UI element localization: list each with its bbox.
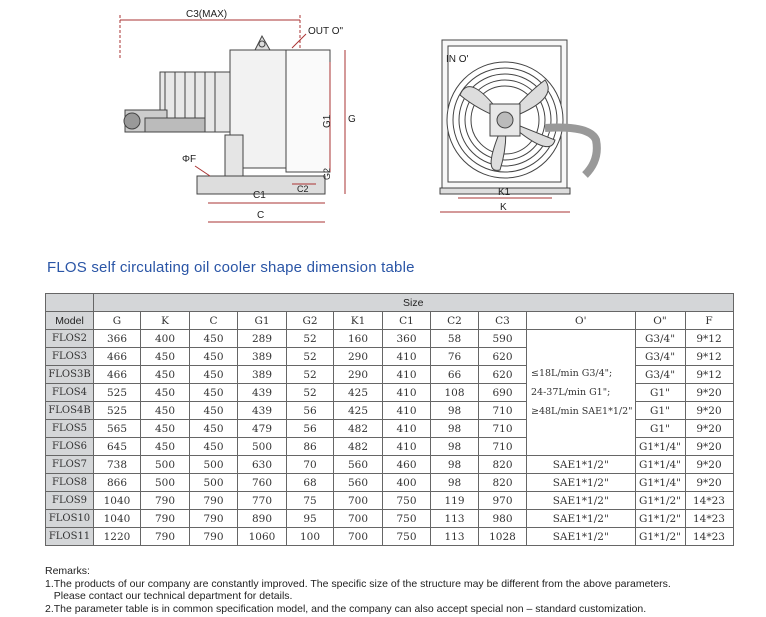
- value-cell: 770: [238, 492, 287, 510]
- value-cell: 98: [431, 474, 479, 492]
- o-double-cell: G3/4": [635, 366, 685, 384]
- value-cell: 410: [383, 348, 431, 366]
- table-row: [46, 528, 734, 546]
- o-double-cell: G1": [635, 402, 685, 420]
- value-cell: 450: [141, 402, 190, 420]
- o-prime-cell: SAE1*1/2": [527, 492, 636, 510]
- value-cell: 710: [479, 420, 527, 438]
- f-cell: 9*20: [685, 456, 733, 474]
- value-cell: 160: [334, 330, 383, 348]
- value-cell: 410: [383, 384, 431, 402]
- value-cell: 760: [238, 474, 287, 492]
- model-cell: FLOS10: [46, 510, 94, 528]
- table-row: [46, 330, 734, 348]
- model-cell: FLOS4B: [46, 402, 94, 420]
- value-cell: 1220: [94, 528, 141, 546]
- column-header: G2: [287, 312, 334, 330]
- size-header-row: [46, 294, 734, 312]
- value-cell: 290: [334, 366, 383, 384]
- value-cell: 450: [190, 438, 238, 456]
- value-cell: 52: [287, 384, 334, 402]
- value-cell: 98: [431, 402, 479, 420]
- value-cell: 389: [238, 366, 287, 384]
- o-prime-line: ≥48L/min SAE1*1/2": [531, 406, 633, 417]
- value-cell: 76: [431, 348, 479, 366]
- value-cell: 790: [141, 528, 190, 546]
- value-cell: 450: [190, 330, 238, 348]
- table-body: [46, 330, 734, 546]
- table-row: [46, 492, 734, 510]
- o-prime-line: ≤18L/min G3/4";: [531, 368, 613, 379]
- value-cell: 450: [190, 384, 238, 402]
- o-prime-line: 24-37L/min G1";: [531, 387, 611, 398]
- value-cell: 750: [383, 510, 431, 528]
- side-view-drawing: [120, 9, 356, 222]
- value-cell: 68: [287, 474, 334, 492]
- model-header: Model: [46, 312, 94, 330]
- value-cell: 108: [431, 384, 479, 402]
- value-cell: 525: [94, 384, 141, 402]
- value-cell: 700: [334, 510, 383, 528]
- f-cell: 14*23: [685, 510, 733, 528]
- column-header: F: [685, 312, 733, 330]
- value-cell: 710: [479, 402, 527, 420]
- column-header: C2: [431, 312, 479, 330]
- value-cell: 410: [383, 420, 431, 438]
- header-corner: [46, 294, 94, 312]
- value-cell: 425: [334, 402, 383, 420]
- o-prime-cell: SAE1*1/2": [527, 456, 636, 474]
- remarks-heading: Remarks:: [45, 565, 90, 577]
- column-header: K1: [334, 312, 383, 330]
- value-cell: 98: [431, 438, 479, 456]
- value-cell: 970: [479, 492, 527, 510]
- column-header: C3: [479, 312, 527, 330]
- value-cell: 466: [94, 348, 141, 366]
- label-c2: C2: [297, 184, 309, 194]
- value-cell: 590: [479, 330, 527, 348]
- value-cell: 710: [479, 438, 527, 456]
- value-cell: 119: [431, 492, 479, 510]
- table-row: [46, 510, 734, 528]
- value-cell: 450: [190, 420, 238, 438]
- value-cell: 289: [238, 330, 287, 348]
- value-cell: 460: [383, 456, 431, 474]
- remarks: [45, 565, 671, 615]
- model-cell: FLOS3: [46, 348, 94, 366]
- value-cell: 790: [190, 510, 238, 528]
- value-cell: 790: [190, 528, 238, 546]
- remark-1: 1.The products of our company are constantly improved. The specific size of the structure may be different from the above parameters.: [45, 577, 671, 590]
- technical-drawings: [0, 0, 766, 240]
- table-row: [46, 474, 734, 492]
- value-cell: 500: [190, 474, 238, 492]
- value-cell: 450: [190, 348, 238, 366]
- value-cell: 500: [190, 456, 238, 474]
- o-prime-merged-cell: [527, 330, 636, 456]
- value-cell: 500: [141, 456, 190, 474]
- value-cell: 620: [479, 366, 527, 384]
- f-cell: 9*12: [685, 330, 733, 348]
- value-cell: 500: [141, 474, 190, 492]
- o-prime-cell: SAE1*1/2": [527, 528, 636, 546]
- column-header: O": [635, 312, 685, 330]
- value-cell: 1028: [479, 528, 527, 546]
- value-cell: 98: [431, 456, 479, 474]
- value-cell: 645: [94, 438, 141, 456]
- value-cell: 52: [287, 330, 334, 348]
- value-cell: 410: [383, 366, 431, 384]
- value-cell: 113: [431, 510, 479, 528]
- model-cell: FLOS8: [46, 474, 94, 492]
- o-double-cell: G1*1/2": [635, 528, 685, 546]
- model-cell: FLOS9: [46, 492, 94, 510]
- value-cell: 980: [479, 510, 527, 528]
- value-cell: 1060: [238, 528, 287, 546]
- label-k: K: [500, 202, 507, 213]
- f-cell: 9*12: [685, 348, 733, 366]
- o-double-cell: G1*1/4": [635, 438, 685, 456]
- size-header: Size: [94, 294, 734, 312]
- value-cell: 890: [238, 510, 287, 528]
- column-header-row: [46, 312, 734, 330]
- f-cell: 14*23: [685, 492, 733, 510]
- value-cell: 790: [141, 492, 190, 510]
- o-prime-cell: SAE1*1/2": [527, 474, 636, 492]
- f-cell: 9*20: [685, 384, 733, 402]
- front-view-drawing: [440, 40, 597, 213]
- value-cell: 565: [94, 420, 141, 438]
- value-cell: 410: [383, 402, 431, 420]
- value-cell: 479: [238, 420, 287, 438]
- model-cell: FLOS7: [46, 456, 94, 474]
- column-header: C1: [383, 312, 431, 330]
- column-header: G1: [238, 312, 287, 330]
- remark-2: 2.The parameter table is in common specification model, and the company can also accept special non – standard customization.: [45, 602, 647, 615]
- value-cell: 290: [334, 348, 383, 366]
- value-cell: 466: [94, 366, 141, 384]
- model-cell: FLOS3B: [46, 366, 94, 384]
- value-cell: 750: [383, 528, 431, 546]
- value-cell: 56: [287, 402, 334, 420]
- o-double-cell: G1": [635, 420, 685, 438]
- model-cell: FLOS11: [46, 528, 94, 546]
- column-header: C: [190, 312, 238, 330]
- model-cell: FLOS5: [46, 420, 94, 438]
- value-cell: 750: [383, 492, 431, 510]
- value-cell: 560: [334, 474, 383, 492]
- value-cell: 58: [431, 330, 479, 348]
- value-cell: 790: [190, 492, 238, 510]
- dimension-table: [45, 293, 734, 546]
- value-cell: 66: [431, 366, 479, 384]
- value-cell: 439: [238, 402, 287, 420]
- value-cell: 630: [238, 456, 287, 474]
- label-c: C: [257, 210, 265, 221]
- label-c3max: C3(MAX): [186, 9, 228, 20]
- remark-1-continued: Please contact our technical department for details.: [45, 590, 293, 602]
- f-cell: 9*20: [685, 402, 733, 420]
- value-cell: 450: [141, 420, 190, 438]
- table-title: FLOS self circulating oil cooler shape dimension table: [47, 259, 415, 276]
- o-double-cell: G3/4": [635, 330, 685, 348]
- table-row: [46, 456, 734, 474]
- value-cell: 820: [479, 456, 527, 474]
- label-in: IN O': [446, 54, 469, 65]
- o-double-cell: G3/4": [635, 348, 685, 366]
- value-cell: 690: [479, 384, 527, 402]
- value-cell: 482: [334, 438, 383, 456]
- label-c1: C1: [253, 190, 266, 201]
- label-g: G: [348, 114, 356, 125]
- value-cell: 450: [141, 384, 190, 402]
- o-double-cell: G1*1/2": [635, 510, 685, 528]
- o-double-cell: G1": [635, 384, 685, 402]
- model-cell: FLOS6: [46, 438, 94, 456]
- value-cell: 738: [94, 456, 141, 474]
- value-cell: 70: [287, 456, 334, 474]
- value-cell: 439: [238, 384, 287, 402]
- value-cell: 86: [287, 438, 334, 456]
- value-cell: 525: [94, 402, 141, 420]
- value-cell: 620: [479, 348, 527, 366]
- label-k1: K1: [498, 187, 511, 198]
- column-header: K: [141, 312, 190, 330]
- f-cell: 9*12: [685, 366, 733, 384]
- value-cell: 500: [238, 438, 287, 456]
- value-cell: 360: [383, 330, 431, 348]
- column-header: G: [94, 312, 141, 330]
- f-cell: 9*20: [685, 438, 733, 456]
- value-cell: 482: [334, 420, 383, 438]
- value-cell: 425: [334, 384, 383, 402]
- o-prime-cell: SAE1*1/2": [527, 510, 636, 528]
- value-cell: 98: [431, 420, 479, 438]
- o-double-cell: G1*1/4": [635, 456, 685, 474]
- value-cell: 450: [190, 366, 238, 384]
- o-double-cell: G1*1/4": [635, 474, 685, 492]
- value-cell: 75: [287, 492, 334, 510]
- model-cell: FLOS2: [46, 330, 94, 348]
- value-cell: 95: [287, 510, 334, 528]
- value-cell: 52: [287, 366, 334, 384]
- value-cell: 450: [141, 348, 190, 366]
- value-cell: 113: [431, 528, 479, 546]
- value-cell: 400: [141, 330, 190, 348]
- value-cell: 450: [190, 402, 238, 420]
- f-cell: 14*23: [685, 528, 733, 546]
- value-cell: 700: [334, 528, 383, 546]
- value-cell: 450: [141, 438, 190, 456]
- value-cell: 1040: [94, 510, 141, 528]
- model-cell: FLOS4: [46, 384, 94, 402]
- value-cell: 790: [141, 510, 190, 528]
- value-cell: 1040: [94, 492, 141, 510]
- value-cell: 410: [383, 438, 431, 456]
- label-g2: G2: [322, 167, 332, 180]
- value-cell: 866: [94, 474, 141, 492]
- value-cell: 560: [334, 456, 383, 474]
- f-cell: 9*20: [685, 474, 733, 492]
- label-g1: G1: [322, 114, 333, 128]
- value-cell: 366: [94, 330, 141, 348]
- value-cell: 700: [334, 492, 383, 510]
- value-cell: 400: [383, 474, 431, 492]
- value-cell: 450: [141, 366, 190, 384]
- o-double-cell: G1*1/2": [635, 492, 685, 510]
- value-cell: 389: [238, 348, 287, 366]
- value-cell: 100: [287, 528, 334, 546]
- label-phi-f: ΦF: [182, 154, 197, 165]
- value-cell: 820: [479, 474, 527, 492]
- value-cell: 56: [287, 420, 334, 438]
- column-header: O': [527, 312, 636, 330]
- label-out: OUT O": [308, 26, 344, 37]
- f-cell: 9*20: [685, 420, 733, 438]
- value-cell: 52: [287, 348, 334, 366]
